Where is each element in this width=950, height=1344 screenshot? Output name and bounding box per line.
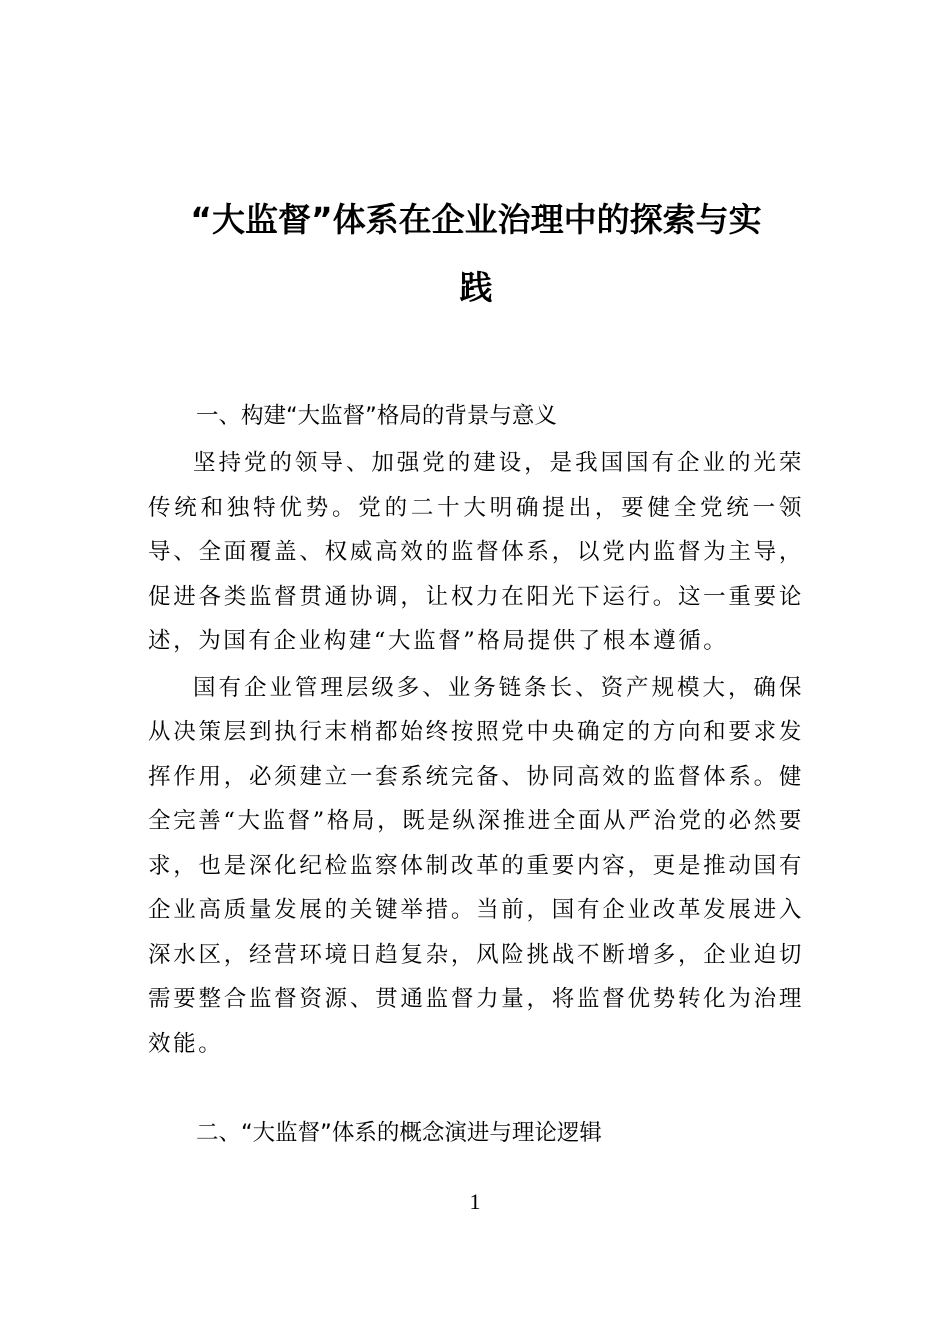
page-number: 1 [469,1189,481,1214]
document-title [148,186,804,322]
document-title-line-2: 践 [459,268,493,307]
paragraph-2: 国有企业管理层级多、业务链条长、资产规模大，确保从决策层到执行末梢都始终按照党中央确定的方向和要求发挥作用，必须建立一套系统完备、协同高效的监督体系。健全完善“大监督”格局，既是纵深推进全面从严治党的必然要求，也是深化纪检监察体制改革的重要内容，更是推动国有企业高质量发展的关键举措。当前，国有企业改革发展进入深水区，经营环境日趋复杂，风险挑战不断增多，企业迫切需要整合监督资源、贯通监督力量，将监督优势转化为治理效能。 [148,674,804,1057]
section-heading-2: 二、“大监督”体系的概念演进与理论逻辑 [196,1120,602,1146]
paragraph-1: 坚持党的领导、加强党的建设，是我国国有企业的光荣传统和独特优势。党的二十大明确提出，要健全党统一领导、全面覆盖、权威高效的监督体系，以党内监督为主导，促进各类监督贯通协调，让权力在阳光下运行。这一重要论述，为国有企业构建“大监督”格局提供了根本遵循。 [148,450,804,654]
section-1-body [148,441,804,1066]
document-title-line-1: “大监督”体系在企业治理中的探索与实 [190,200,762,239]
section-heading-1: 一、构建“大监督”格局的背景与意义 [196,403,557,429]
